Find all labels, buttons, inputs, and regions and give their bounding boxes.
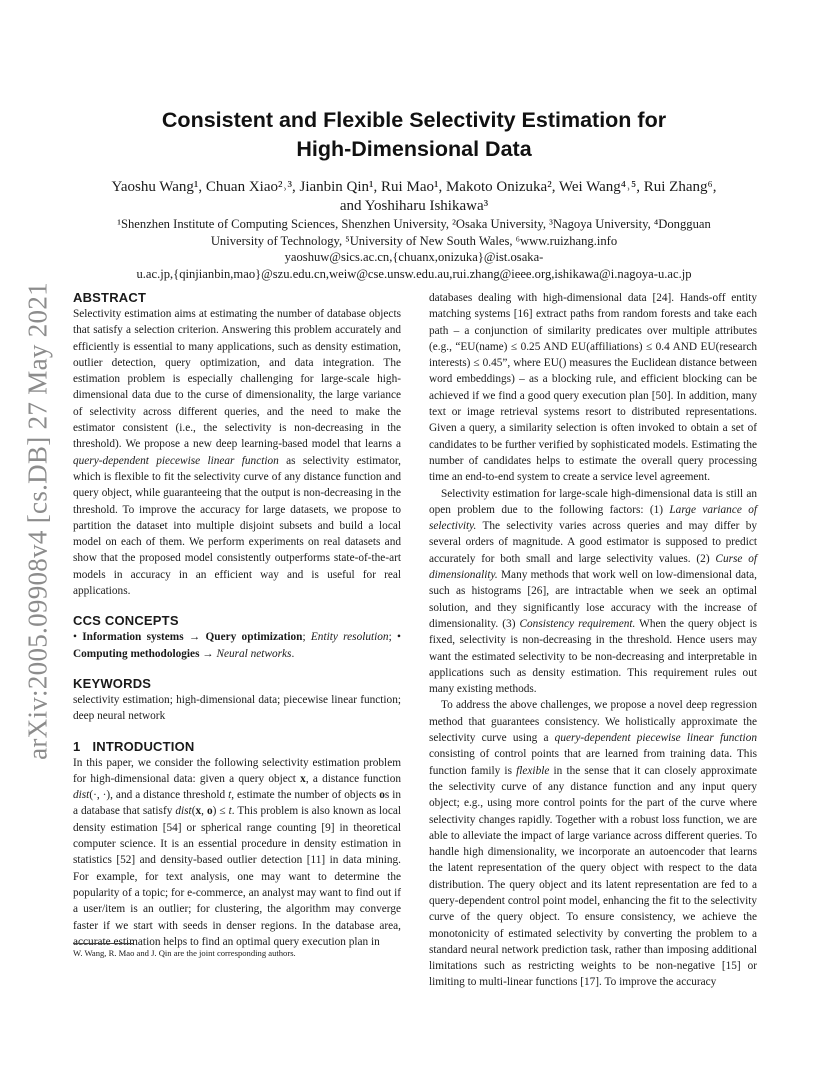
affiliations-line-2: University of Technology, ⁵University of New South Wales, ⁶www.ruizhang.info	[210, 233, 618, 248]
ccs-term-computing-methodologies: Computing methodologies	[73, 647, 200, 660]
paper-title	[120, 106, 708, 164]
authors-line-1: Yaoshu Wang¹, Chuan Xiao²˒³, Jianbin Qin¹, Rui Mao¹, Makoto Onizuka², Wei Wang⁴˒⁵, Rui Zhang⁶,	[111, 179, 717, 195]
emphasis-large-variance: Large variance of selectivity.	[429, 503, 757, 533]
ccs-separator: ;	[302, 631, 311, 644]
abstract-text-1: Selectivity estimation aims at estimating the number of database objects that satisfy a selection criterion. Answering this problem accurately and efficiently is essential to many applications, such as density estimation, outlier detection, query optimization, and data integration. The estimation problem is especially challenging for large-scale high-dimensional data due to the curse of dimensionality, the large variance of selectivity across different queries, and the need to make the estimator consistent (i.e., the selectivity is non-decreasing in the threshold). We propose a new deep learning-based model that learns a	[73, 308, 401, 451]
ccs-term-info-systems: Information systems → Query optimization	[82, 631, 303, 644]
ccs-arrow: →	[199, 647, 217, 660]
title-line-1: Consistent and Flexible Selectivity Estimation for	[161, 108, 667, 132]
emphasis-curse-of-dimensionality: Curse of dimensionality.	[429, 552, 757, 582]
emails-line-2: u.ac.jp,{qinjianbin,mao}@szu.edu.cn,weiw@cse.unsw.edu.au,rui.zhang@ieee.org,ishikawa@i.nagoya-u.ac.jp	[136, 266, 692, 281]
abstract-text-2: as selectivity estimator, which is flexible to fit the selectivity curve of any distance function and query object, while guaranteeing that the output is non-decreasing in the threshold. To improve the accuracy for large datasets, we propose to partition the dataset into multiple disjoint subsets and build a local model on each of them. We perform experiments on real datasets and show that the proposed model consistently outperforms state-of-the-art models in accuracy in an efficient way and is useful for real applications.	[73, 454, 401, 598]
emphasis-consistency: Consistency requirement.	[519, 617, 636, 630]
intro-text: (	[191, 805, 196, 818]
ccs-bullet: •	[397, 631, 401, 644]
intro-text: in the sense that it can closely approximate the selectivity curve of any distance function and any input query object; e.g., using more control points for the part of the curve where selectivity changes rapidly. Together with a robust loss function, we are able to alleviate the impact of large variance across different queries. To handle high dimensionality, we incorporate an autoencoder that learns the latent representation of the query object with respect to the data distribution. The query object and its latent representation are fed to a query-dependent control point model, enhancing the fit to the selectivity curve of the query object. To ensure consistency, we achieve the monotonicity of estimated selectivity by converting the problem to a standard neural network prediction task, rather than imposing additional limitations such as restricting weights to be non-negative [15] or limiting to multi-linear functions [17]. To improve the accuracy	[429, 764, 757, 989]
abstract-body	[73, 306, 401, 599]
emphasis-flexible: flexible	[516, 764, 550, 777]
ccs-period: .	[291, 647, 295, 660]
authors-line-2: and Yoshiharu Ishikawa³	[339, 198, 489, 214]
ccs-term-neural-networks: Neural networks	[216, 647, 292, 660]
intro-text: , a distance function	[305, 772, 401, 785]
left-column	[73, 290, 401, 950]
ccs-concepts-heading: CCS CONCEPTS	[73, 613, 179, 629]
footnote-rule	[73, 943, 133, 944]
intro-paragraph-challenges	[429, 486, 757, 698]
math-symbol: t	[228, 789, 232, 802]
intro-text: s in a database that satisfy	[73, 789, 401, 818]
ccs-separator: ;	[388, 631, 398, 644]
abstract-heading: ABSTRACT	[73, 290, 147, 305]
intro-text: In this paper, we consider the following selectivity estimation problem for high-dimensional data: given a query object	[73, 756, 401, 785]
arxiv-identifier-text: arXiv:2005.09908v4 [cs.DB] 27 May 2021	[22, 282, 53, 760]
emphasis-piecewise-linear: query-dependent piecewise linear function	[554, 732, 757, 745]
title-line-2: High-Dimensional Data	[296, 137, 532, 161]
introduction-heading	[73, 739, 401, 755]
math-symbol: o	[379, 789, 385, 802]
emails-line-1: yaoshuw@sics.ac.cn,{chuanx,onizuka}@ist.osaka-	[284, 250, 544, 265]
math-symbol: dist	[73, 789, 90, 802]
section-title: INTRODUCTION	[92, 738, 195, 754]
ccs-bullet: •	[73, 631, 83, 644]
math-symbol: dist	[175, 805, 192, 818]
introduction-paragraph-1	[73, 755, 401, 951]
arxiv-identifier-stamp	[18, 282, 58, 760]
math-symbol: o	[206, 805, 213, 818]
intro-text: ,	[201, 805, 207, 818]
section-number: 1	[73, 738, 81, 754]
intro-text: The selectivity varies across queries and may differ by several orders of magnitude. A good estimator is supposed to predict accurately for both small and large selectivity values. (2)	[429, 520, 757, 565]
affiliations	[70, 216, 758, 282]
math-symbol: x	[300, 772, 306, 785]
math-symbol: t	[228, 805, 232, 818]
intro-text: (·, ·), and a distance threshold	[89, 789, 229, 802]
footnote: W. Wang, R. Mao and J. Qin are the joint corresponding authors.	[73, 948, 296, 958]
keywords-heading: KEYWORDS	[73, 675, 152, 691]
intro-text: To address the above challenges, we propose a novel deep regression method that guarantees consistency. We holistically approximate the selectivity curve using a	[429, 699, 757, 745]
intro-text: Many methods that work well on low-dimensional data, such as histograms [26], are intractable when we seek an optimal solution, and they significantly lose accuracy with the increase of dimensionality. (3)	[429, 569, 757, 630]
intro-text: consisting of control points that are learned from training data. This function family is	[429, 748, 757, 777]
abstract-emphasis: query-dependent piecewise linear function	[73, 454, 279, 467]
intro-text: , estimate the number of objects	[231, 789, 380, 802]
intro-text: When the query object is fixed, selectivity is non-decreasing in the threshold. Hence users may want the estimated selectivity to be non-decreasing and interpretable in applications such as density estimation. This requirement rules out many existing methods.	[429, 617, 757, 696]
intro-text: Selectivity estimation for large-scale high-dimensional data is still an open problem due to the following factors: (1)	[429, 487, 757, 516]
author-list	[70, 178, 758, 216]
ccs-concepts-body	[73, 629, 401, 662]
ccs-term-entity-resolution: Entity resolution	[310, 631, 389, 644]
intro-text: ) ≤	[212, 805, 229, 818]
intro-text: . This problem is also known as local density estimation [54] or spherical range counting [9] in theoretical computer science. It is an essential procedure in density estimation in statistics [52] and density-based outlier detection [11] in data mining. For example, for text analysis, one may want to determine the popularity of a topic; for e-commerce, an analyst may want to find out if a user/item is an outlier; for clustering, the algorithm may converge faster if we start with seeds in denser regions. In the database area, accurate estimation helps to find an optimal query execution plan in	[73, 805, 401, 948]
intro-paragraph-approach	[429, 697, 757, 990]
keywords-body: selectivity estimation; high-dimensional data; piecewise linear function; deep neural network	[73, 693, 401, 723]
right-column	[429, 290, 757, 991]
affiliations-line-1: ¹Shenzhen Institute of Computing Sciences, Shenzhen University, ²Osaka University, ³Nagoya University, ⁴Dongguan	[117, 217, 711, 231]
intro-paragraph-continued: databases dealing with high-dimensional data [24]. Hands-off entity matching systems [16] extract paths from random forests and take each path – a conjunction of similarity predicates over multiple attributes (e.g., “EU(name) ≤ 0.25 AND EU(affiliations) ≤ 0.4 AND EU(research interests) ≤ 0.45”, where EU() measures the Euclidean distance between word embeddings) – as a blocking rule, and efficient blocking can be achieved if we find a good query execution plan [50]. In addition, many text or image retrieval systems resort to distributed representations. Given a query, a similarity selection is often invoked to obtain a set of candidates to be further verified by sophisticated models. Estimating the number of candidates helps to estimate the overall query processing time an end-to-end system to create a service level agreement.	[429, 292, 757, 484]
math-symbol: x	[195, 805, 202, 818]
